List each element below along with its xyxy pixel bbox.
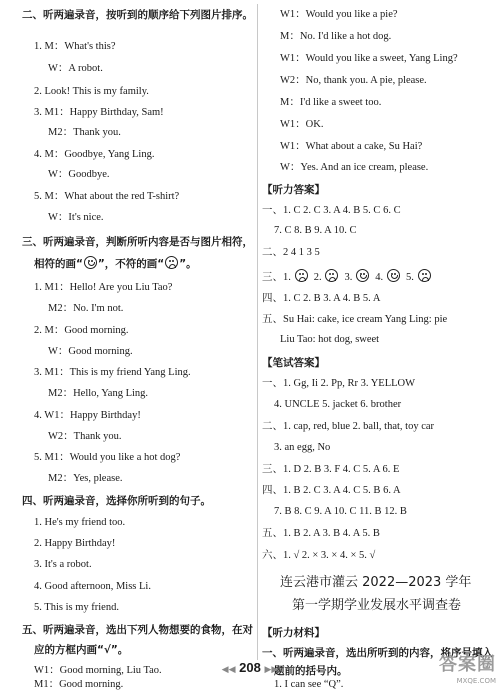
dialogue-line: W1：OK.	[280, 119, 324, 130]
dialogue-line: M2：Thank you.	[48, 127, 121, 138]
dialogue-line: 4. M：Goodbye, Yang Ling.	[34, 149, 155, 160]
exam-subtitle: 第一学期学业发展水平调查卷	[292, 598, 462, 613]
dialogue-line: 5. M1：Would you like a hot dog?	[34, 452, 181, 463]
section-heading: 五、听两遍录音，选出下列人物想要的食物，在对	[22, 624, 253, 636]
dialogue-line: M2：Yes, please.	[48, 473, 123, 484]
sentence-line: 3. It's a robot.	[34, 559, 92, 570]
answer-line: 五、Su Hai: cake, ice cream Yang Ling: pie	[262, 314, 448, 325]
answer-heading: 【听力答案】	[262, 184, 325, 196]
sentence-line: 5. This is my friend.	[34, 602, 119, 613]
dialogue-line: W1：Good morning, Liu Tao.	[34, 665, 162, 676]
dialogue-line: W：Yes. And an ice cream, please.	[280, 162, 429, 173]
dialogue-line: M：I'd like a sweet too.	[280, 97, 382, 108]
exam-title: 连云港市灌云 2022—2023 学年	[280, 575, 472, 590]
dialogue-line: 2. M：Good morning.	[34, 325, 129, 336]
answer-line: 二、1. cap, red, blue 2. ball, that, toy car	[262, 421, 435, 432]
answer-line: 三、1. D 2. B 3. F 4. C 5. A 6. E	[262, 464, 400, 475]
answer-line: 四、1. C 2. B 3. A 4. B 5. A	[262, 293, 381, 304]
section-heading-cont: 题前的括号内。	[274, 665, 348, 677]
section-heading-cont: 相符的画“ ”，不符的画“ ”。	[34, 258, 197, 270]
answer-line: 四、1. B 2. C 3. A 4. C 5. B 6. A	[262, 485, 401, 496]
sad-face-icon	[418, 269, 431, 282]
dialogue-line: W：It's nice.	[48, 212, 104, 223]
answer-line: 一、1. C 2. C 3. A 4. B 5. C 6. C	[262, 205, 401, 216]
sentence-line: 2. Happy Birthday!	[34, 538, 116, 549]
watermark-logo: 答案圈 MXQE.COM	[439, 654, 496, 685]
answer-line: Liu Tao: hot dog, sweet	[280, 334, 380, 345]
section-heading: 四、听两遍录音，选择你所听到的句子。	[22, 495, 211, 507]
answer-heading: 【笔试答案】	[262, 357, 325, 369]
answer-line-faces: 三、1. 2. 3. 4. 5.	[262, 269, 432, 285]
dialogue-line: W1：Would you like a pie?	[280, 9, 398, 20]
dialogue-line: W2：Thank you.	[48, 431, 122, 442]
left-arrows-icon: ◀◀	[221, 664, 236, 674]
dialogue-line: M1：Good morning.	[34, 679, 124, 690]
smiley-face-icon	[84, 256, 97, 269]
sentence-line: 1. I can see “Q”.	[274, 679, 344, 690]
smiley-face-icon	[387, 269, 400, 282]
answer-line: 7. B 8. C 9. A 10. C 11. B 12. B	[274, 506, 407, 517]
sad-face-icon	[165, 256, 178, 269]
smiley-face-icon	[356, 269, 369, 282]
answer-line: 一、1. Gg, Ii 2. Pp, Rr 3. YELLOW	[262, 378, 416, 389]
dialogue-line: W：Good morning.	[48, 346, 133, 357]
section-heading-cont: 应的方框内画“√”。	[34, 644, 129, 656]
dialogue-line: M2：No. I'm not.	[48, 303, 124, 314]
sentence-line: 1. He's my friend too.	[34, 517, 126, 528]
column-divider	[257, 4, 258, 660]
answer-line: 六、1. √ 2. × 3. × 4. × 5. √	[262, 550, 376, 561]
dialogue-line: M：No. I'd like a hot dog.	[280, 31, 392, 42]
dialogue-line: 4. W1：Happy Birthday!	[34, 410, 141, 421]
dialogue-line: W1：What about a cake, Su Hai?	[280, 141, 423, 152]
section-heading: 一、听两遍录音，选出所听到的内容，将序号填入	[262, 647, 493, 659]
dialogue-line: 5. M：What about the red T-shirt?	[34, 191, 180, 202]
sad-face-icon	[295, 269, 308, 282]
dialogue-line: W1：Would you like a sweet, Yang Ling?	[280, 53, 458, 64]
material-heading: 【听力材料】	[262, 627, 325, 639]
page-number: ◀◀ 208 ▶▶	[221, 660, 279, 675]
dialogue-line: W：Goodbye.	[48, 169, 110, 180]
answer-line: 五、1. B 2. A 3. B 4. A 5. B	[262, 528, 380, 539]
dialogue-line: W2：No, thank you. A pie, please.	[280, 75, 427, 86]
answer-line: 3. an egg, No	[274, 442, 331, 453]
sad-face-icon	[325, 269, 338, 282]
dialogue-line: 3. M1：Happy Birthday, Sam!	[34, 107, 164, 118]
right-arrows-icon: ▶▶	[264, 664, 279, 674]
dialogue-line: 1. M：What's this?	[34, 41, 116, 52]
answer-line: 二、2 4 1 3 5	[262, 247, 320, 258]
section-heading: 三、听两遍录音，判断所听内容是否与图片相符，	[22, 236, 253, 248]
section-heading: 二、听两遍录音，按听到的顺序给下列图片排序。	[22, 9, 253, 21]
dialogue-line: W：A robot.	[48, 63, 103, 74]
sentence-line: 4. Good afternoon, Miss Li.	[34, 581, 151, 592]
answer-line: 4. UNCLE 5. jacket 6. brother	[274, 399, 402, 410]
dialogue-line: M2：Hello, Yang Ling.	[48, 388, 149, 399]
dialogue-line: 3. M1：This is my friend Yang Ling.	[34, 367, 191, 378]
dialogue-line: 1. M1：Hello! Are you Liu Tao?	[34, 282, 173, 293]
answer-line: 7. C 8. B 9. A 10. C	[274, 225, 357, 236]
dialogue-line: 2. Look! This is my family.	[34, 86, 149, 97]
